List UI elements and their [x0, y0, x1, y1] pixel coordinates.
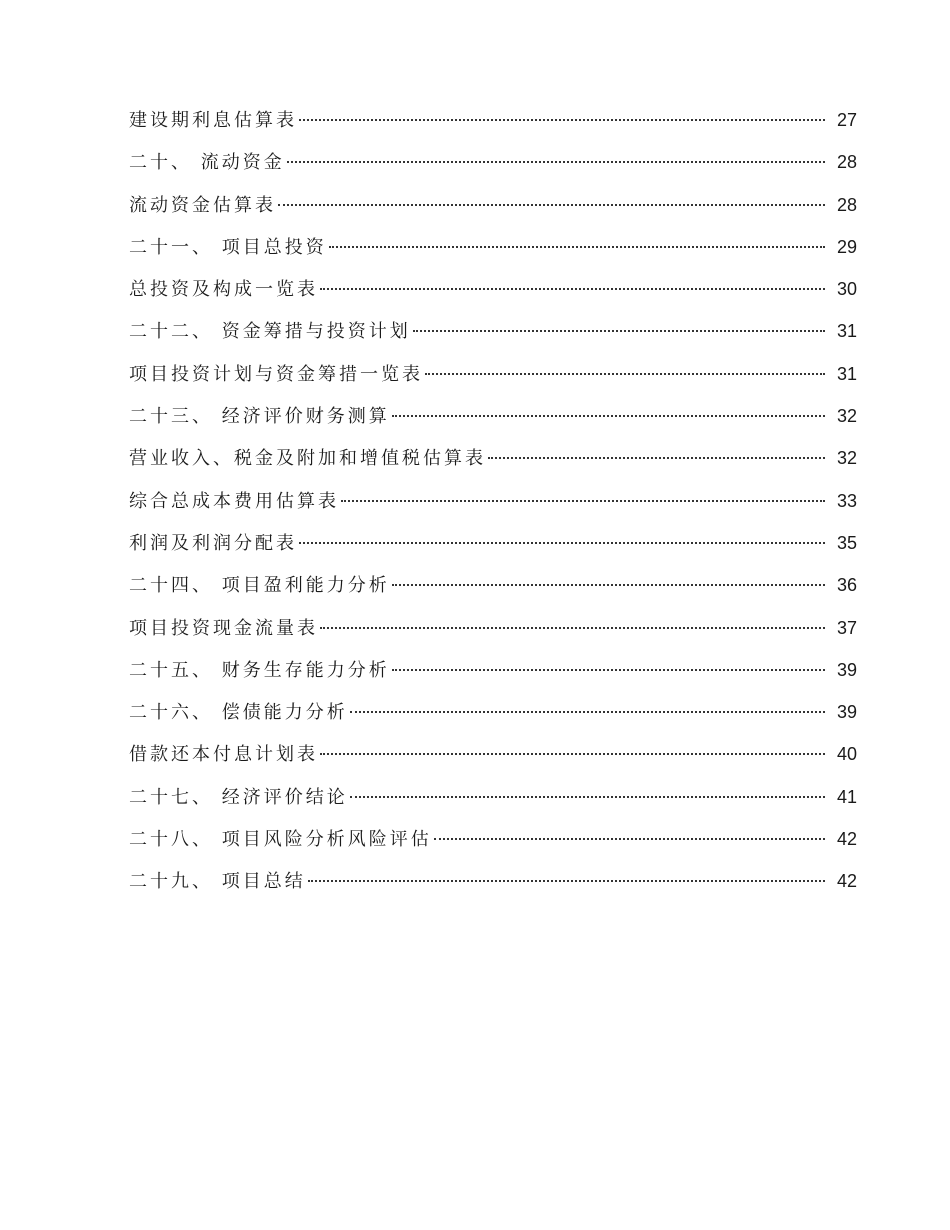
- toc-page-number: 39: [836, 702, 857, 723]
- toc-entry[interactable]: [129, 564, 857, 606]
- toc-entry[interactable]: [129, 480, 857, 522]
- toc-entry[interactable]: [129, 649, 857, 691]
- toc-entry[interactable]: [129, 818, 857, 860]
- toc-dot-leader: [341, 500, 825, 502]
- toc-entry-title: 二十四、 项目盈利能力分析: [129, 575, 390, 597]
- toc-dot-leader: [392, 415, 825, 417]
- toc-page-number: 27: [836, 110, 857, 130]
- toc-entry[interactable]: [129, 226, 857, 268]
- toc-dot-leader: [413, 330, 825, 332]
- toc-entry[interactable]: [129, 733, 857, 775]
- toc-entry[interactable]: [129, 141, 857, 183]
- toc-entry-title: 二十、 流动资金: [129, 152, 285, 174]
- toc-entry-title: 二十八、 项目风险分析风险评估: [129, 829, 432, 851]
- toc-dot-leader: [320, 288, 825, 290]
- toc-entry[interactable]: [129, 776, 857, 818]
- toc-dot-leader: [392, 584, 825, 586]
- toc-page-number: 41: [836, 786, 857, 807]
- toc-entry[interactable]: [129, 607, 857, 649]
- toc-dot-leader: [320, 753, 825, 755]
- toc-entry-title: 二十六、 偿债能力分析: [129, 702, 348, 724]
- toc-dot-leader: [320, 627, 825, 629]
- toc-page-number: 32: [836, 448, 857, 469]
- toc-entry[interactable]: [129, 268, 857, 310]
- toc-page-number: 36: [836, 575, 857, 596]
- toc-dot-leader: [488, 457, 825, 459]
- toc-entry-title: 利润及利润分配表: [129, 532, 297, 554]
- toc-entry[interactable]: [129, 522, 857, 564]
- toc-dot-leader: [287, 161, 825, 163]
- toc-entry-title: 营业收入、税金及附加和增值税估算表: [129, 448, 486, 470]
- toc-entry-title: 总投资及构成一览表: [129, 279, 318, 301]
- toc-page-number: 30: [836, 279, 857, 300]
- toc-page-number: 39: [836, 659, 857, 680]
- toc-page-number: 31: [836, 321, 857, 342]
- toc-dot-leader: [425, 373, 825, 375]
- toc-entry[interactable]: [129, 860, 857, 902]
- toc-entry[interactable]: [129, 353, 857, 395]
- toc-page-number: 32: [836, 406, 857, 427]
- toc-entry-title: 借款还本付息计划表: [129, 744, 318, 766]
- toc-page-number: 37: [836, 617, 857, 638]
- toc-entry[interactable]: [129, 99, 857, 141]
- toc-dot-leader: [350, 796, 825, 798]
- toc-dot-leader: [308, 880, 825, 882]
- toc-page-number: 40: [836, 744, 857, 765]
- toc-entry-title: 建设期利息估算表: [129, 110, 297, 131]
- toc-page-number: 35: [836, 532, 857, 553]
- table-of-contents: [129, 99, 857, 903]
- toc-entry-title: 二十五、 财务生存能力分析: [129, 659, 390, 681]
- toc-entry-title: 二十九、 项目总结: [129, 871, 306, 893]
- toc-entry-title: 项目投资计划与资金筹措一览表: [129, 363, 423, 385]
- toc-dot-leader: [392, 669, 825, 671]
- toc-dot-leader: [299, 542, 825, 544]
- toc-page-number: 28: [836, 194, 857, 215]
- toc-dot-leader: [434, 838, 825, 840]
- toc-entry[interactable]: [129, 437, 857, 479]
- toc-entry-title: 项目投资现金流量表: [129, 617, 318, 639]
- toc-entry[interactable]: [129, 184, 857, 226]
- toc-entry[interactable]: [129, 691, 857, 733]
- toc-entry-title: 二十一、 项目总投资: [129, 236, 327, 258]
- toc-page-number: 33: [836, 490, 857, 511]
- toc-page-number: 42: [836, 871, 857, 892]
- toc-page-number: 31: [836, 363, 857, 384]
- toc-entry-title: 二十三、 经济评价财务测算: [129, 406, 390, 428]
- toc-entry[interactable]: [129, 395, 857, 437]
- toc-dot-leader: [299, 119, 825, 121]
- toc-page-number: 42: [836, 829, 857, 850]
- toc-entry-title: 综合总成本费用估算表: [129, 490, 339, 512]
- toc-entry-title: 二十七、 经济评价结论: [129, 786, 348, 808]
- toc-dot-leader: [350, 711, 825, 713]
- toc-entry-title: 流动资金估算表: [129, 194, 276, 216]
- toc-entry[interactable]: [129, 310, 857, 352]
- toc-dot-leader: [329, 246, 825, 248]
- toc-page-number: 28: [836, 152, 857, 173]
- toc-dot-leader: [278, 204, 825, 206]
- toc-entry-title: 二十二、 资金筹措与投资计划: [129, 321, 411, 343]
- toc-page-number: 29: [836, 236, 857, 257]
